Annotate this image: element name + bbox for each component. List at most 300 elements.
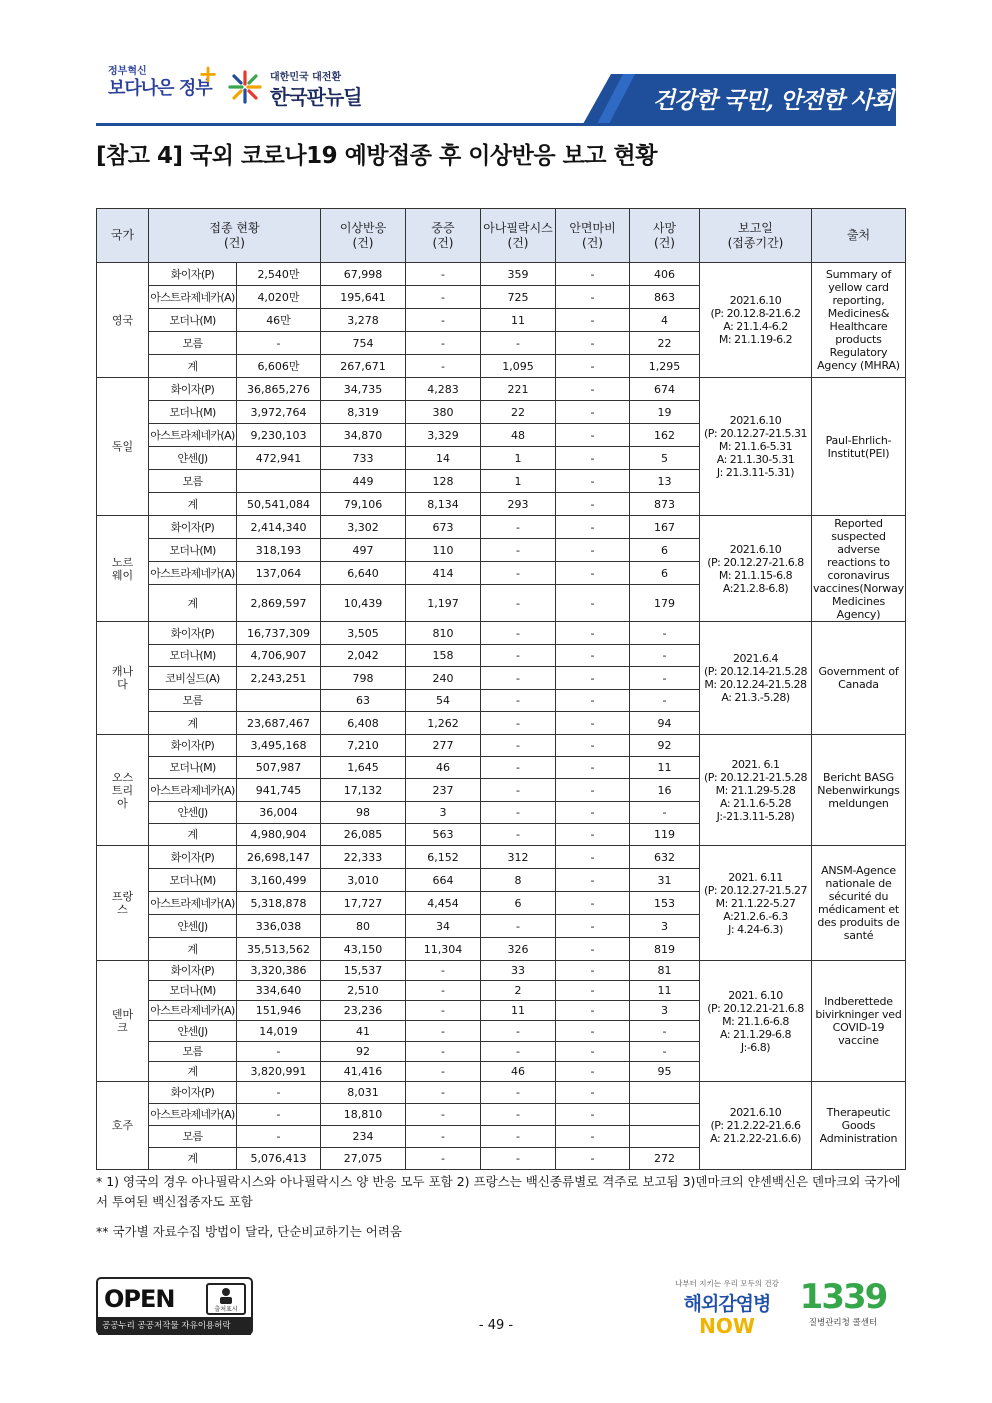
doses-cell: 507,987 [237,757,321,779]
page-header [0,0,992,135]
anaphylaxis-cell: 1 [481,470,556,493]
death-cell: 179 [630,585,700,622]
page-title: [참고 4] 국외 코로나19 예방접종 후 이상반응 보고 현황 [96,143,657,169]
death-cell: 16 [630,779,700,802]
doses-cell: 334,640 [237,981,321,1001]
adverse-cell: 26,085 [321,824,406,846]
death-cell: 1,295 [630,355,700,378]
doses-cell: - [237,1082,321,1104]
death-cell: 119 [630,824,700,846]
adverse-cell: 2,510 [321,981,406,1001]
adverse-cell: 3,505 [321,622,406,645]
adverse-cell: 3,010 [321,869,406,892]
doses-cell: 2,869,597 [237,585,321,622]
anaphylaxis-cell: 1 [481,447,556,470]
facial-cell: - [556,961,630,981]
doses-cell: 941,745 [237,779,321,802]
logo2-small-text: 대한민국 대전환 [270,72,342,83]
anaphylaxis-cell: - [481,1042,556,1062]
anaphylaxis-cell: - [481,539,556,562]
korean-new-deal-logo [228,66,378,110]
adverse-cell: 98 [321,802,406,824]
facial-cell: - [556,355,630,378]
slogan-text: 건강한 국민, 안전한 사회 [652,87,893,114]
adverse-cell: 3,278 [321,309,406,332]
anaphylaxis-cell: - [481,735,556,757]
serious-cell: 46 [406,757,481,779]
death-cell: - [630,622,700,645]
adverse-cell: 10,439 [321,585,406,622]
adverse-cell: 6,408 [321,712,406,735]
death-cell: - [630,1042,700,1062]
header-divider [96,123,896,126]
adverse-cell: 63 [321,690,406,712]
source-cell: ANSM-Agence nationale de sécurité du médicament et des produits de santé [812,846,906,961]
doses-cell: 14,019 [237,1021,321,1042]
adverse-cell: 79,106 [321,493,406,516]
anaphylaxis-cell: - [481,332,556,355]
gov-innovation-logo [108,60,219,110]
report-date-cell: 2021.6.10 (P: 20.12.27-21.5.31 M: 21.1.6-5.31 A: 21.1.30-5.31 J: 21.3.11-5.31) [700,378,812,516]
report-date-cell: 2021.6.10 (P: 20.12.27-21.6.8 M: 21.1.15-6.8 A:21.2.8-6.8) [700,516,812,622]
facial-cell: - [556,516,630,539]
call-center-number: 1339 [799,1277,887,1317]
page-number: - 49 - [478,1318,514,1333]
vaccine-cell: 모름 [149,332,237,355]
vaccine-cell: 얀센(J) [149,1021,237,1042]
death-cell: 674 [630,378,700,401]
adverse-cell: 27,075 [321,1148,406,1170]
anaphylaxis-cell: 33 [481,961,556,981]
country-cell: 프랑 스 [97,846,149,961]
anaphylaxis-cell: 2 [481,981,556,1001]
col-header-vaccination: 접종 현황 (건) [149,209,321,263]
facial-cell: - [556,286,630,309]
facial-cell: - [556,1062,630,1082]
adverse-cell: 92 [321,1042,406,1062]
serious-cell: - [406,1021,481,1042]
adverse-cell: 3,302 [321,516,406,539]
serious-cell: 54 [406,690,481,712]
adverse-cell: 754 [321,332,406,355]
anaphylaxis-cell: 326 [481,938,556,961]
report-date-cell: 2021. 6.1 (P: 20.12.21-21.5.28 M: 21.1.29-5.28 A: 21.1.6-5.28 J:-21.3.11-5.28) [700,735,812,846]
report-date-cell: 2021.6.10 (P: 21.2.22-21.6.6 A: 21.2.22-21.6.6) [700,1082,812,1170]
death-cell: 19 [630,401,700,424]
doses-cell: 50,541,084 [237,493,321,516]
adverse-cell: 17,132 [321,779,406,802]
serious-cell: 4,454 [406,892,481,915]
facial-cell: - [556,915,630,938]
vaccine-cell: 모더나(M) [149,757,237,779]
facial-cell: - [556,869,630,892]
now-logo-title: 해외감염병 [683,1293,771,1315]
facial-cell: - [556,378,630,401]
vaccine-cell: 얀센(J) [149,447,237,470]
anaphylaxis-cell: - [481,585,556,622]
footnote-2: ** 국가별 자료수집 방법이 달라, 단순비교하기는 어려움 [96,1224,402,1239]
col-header-anaphylaxis: 아나필락시스 (건) [481,209,556,263]
report-date-cell: 2021. 6.11 (P: 20.12.27-21.5.27 M: 21.1.22-5.27 A:21.2.6.-6.3 J: 4.24-6.3) [700,846,812,961]
anaphylaxis-cell: 46 [481,1062,556,1082]
facial-cell: - [556,332,630,355]
overseas-infection-now-logo [672,1278,782,1338]
vaccine-cell: 모름 [149,470,237,493]
facial-cell: - [556,1042,630,1062]
table-row [97,1082,906,1104]
attribution-icon [206,1283,246,1315]
anaphylaxis-cell: - [481,915,556,938]
anaphylaxis-cell: 725 [481,286,556,309]
anaphylaxis-cell: - [481,1148,556,1170]
anaphylaxis-cell: - [481,779,556,802]
logo1-big-text: 보다나은 정부 [108,78,212,99]
facial-cell: - [556,667,630,690]
table-row [97,263,906,286]
vaccine-cell: 화이자(P) [149,1082,237,1104]
anaphylaxis-cell: 11 [481,1001,556,1021]
doses-cell: 35,513,562 [237,938,321,961]
anaphylaxis-cell: - [481,562,556,585]
col-header-death: 사망 (건) [630,209,700,263]
vaccine-cell: 화이자(P) [149,622,237,645]
open-logo-subtext: 공공누리 공공저작물 자유이용허락 [98,1317,251,1335]
doses-cell: 3,972,764 [237,401,321,424]
vaccine-cell: 계 [149,824,237,846]
doses-cell: 36,865,276 [237,378,321,401]
adverse-cell: 15,537 [321,961,406,981]
now-logo-tagline: 나부터 지키는 우리 모두의 건강 [675,1279,779,1288]
adverse-reaction-table [96,208,906,1170]
adverse-cell: 195,641 [321,286,406,309]
slogan-banner [583,74,896,124]
vaccine-cell: 모름 [149,1042,237,1062]
adverse-cell: 18,810 [321,1104,406,1126]
table-row [97,735,906,757]
footnote-1: * 1) 영국의 경우 아나필락시스와 아나필락시스 양 반응 모두 포함 2) 프랑스는 백신종류별로 격주로 보고됨 3)덴마크의 얀센백신은 덴마크외 국가에서 투여된 백신접종자도 포함 [96,1174,901,1209]
serious-cell: 128 [406,470,481,493]
doses-cell: 4,706,907 [237,645,321,667]
serious-cell: - [406,1062,481,1082]
serious-cell: 673 [406,516,481,539]
vaccine-cell: 계 [149,493,237,516]
vaccine-cell: 계 [149,1148,237,1170]
adverse-cell: 1,645 [321,757,406,779]
anaphylaxis-cell: - [481,1021,556,1042]
serious-cell: 380 [406,401,481,424]
vaccine-cell: 화이자(P) [149,378,237,401]
vaccine-cell: 아스트라제네카(A) [149,562,237,585]
doses-cell: 4,980,904 [237,824,321,846]
doses-cell: 16,737,309 [237,622,321,645]
facial-cell: - [556,1021,630,1042]
serious-cell: - [406,1082,481,1104]
death-cell: 81 [630,961,700,981]
adverse-cell: 67,998 [321,263,406,286]
adverse-cell: 6,640 [321,562,406,585]
adverse-cell: 234 [321,1126,406,1148]
table-row [97,378,906,401]
facial-cell: - [556,757,630,779]
now-logo-word: NOW [699,1314,755,1338]
facial-cell: - [556,493,630,516]
death-cell: 13 [630,470,700,493]
vaccine-cell: 화이자(P) [149,961,237,981]
logo1-small-text: 정부혁신 [108,66,147,77]
source-cell: Summary of yellow card reporting, Medicines& Healthcare products Regulatory Agency (MHRA) [812,263,906,378]
serious-cell: 3 [406,802,481,824]
doses-cell: 151,946 [237,1001,321,1021]
death-cell: 94 [630,712,700,735]
vaccine-cell: 모더나(M) [149,869,237,892]
call-center-1339-logo [788,1278,898,1338]
doses-cell: 6,606만 [237,355,321,378]
adverse-cell: 23,236 [321,1001,406,1021]
logo2-big-text: 한국판뉴딜 [270,85,362,109]
col-header-report-date: 보고일 (접종기간) [700,209,812,263]
doses-cell: - [237,1126,321,1148]
source-cell: Reported suspected adverse reactions to coronavirus vaccines(Norway Medicines Agency) [813,516,904,621]
vaccine-cell: 아스트라제네카(A) [149,424,237,447]
anaphylaxis-cell: 6 [481,892,556,915]
facial-cell: - [556,938,630,961]
serious-cell: 34 [406,915,481,938]
doses-cell: 336,038 [237,915,321,938]
death-cell: 3 [630,915,700,938]
doses-cell: 3,320,386 [237,961,321,981]
table-row [97,622,906,645]
adverse-cell: 34,870 [321,424,406,447]
death-cell: 92 [630,735,700,757]
serious-cell: 664 [406,869,481,892]
serious-cell: - [406,332,481,355]
death-cell: 863 [630,286,700,309]
facial-cell: - [556,585,630,622]
doses-cell: 472,941 [237,447,321,470]
country-cell: 덴마 크 [97,961,149,1082]
death-cell: 3 [630,1001,700,1021]
col-header-country: 국가 [97,209,149,263]
country-cell: 영국 [97,263,149,378]
serious-cell: 237 [406,779,481,802]
serious-cell: 6,152 [406,846,481,869]
facial-cell: - [556,1148,630,1170]
serious-cell: 240 [406,667,481,690]
serious-cell: 563 [406,824,481,846]
doses-cell: 3,160,499 [237,869,321,892]
adverse-cell: 43,150 [321,938,406,961]
doses-cell: 23,687,467 [237,712,321,735]
adverse-cell: 733 [321,447,406,470]
serious-cell: 4,283 [406,378,481,401]
vaccine-cell: 아스트라제네카(A) [149,1001,237,1021]
facial-cell: - [556,401,630,424]
facial-cell: - [556,309,630,332]
doses-cell: 3,495,168 [237,735,321,757]
serious-cell: - [406,1104,481,1126]
facial-cell: - [556,424,630,447]
serious-cell: 11,304 [406,938,481,961]
facial-cell: - [556,562,630,585]
facial-cell: - [556,824,630,846]
doses-cell: 26,698,147 [237,846,321,869]
facial-cell: - [556,447,630,470]
anaphylaxis-cell: 359 [481,263,556,286]
anaphylaxis-cell: - [481,802,556,824]
serious-cell: 277 [406,735,481,757]
death-cell: 819 [630,938,700,961]
serious-cell: 8,134 [406,493,481,516]
col-header-serious: 중증 (건) [406,209,481,263]
death-cell: - [630,690,700,712]
report-date-cell: 2021.6.10 (P: 20.12.8-21.6.2 A: 21.1.4-6.2 M: 21.1.19-6.2 [700,263,812,378]
source-cell: Government of Canada [812,622,906,735]
facial-cell: - [556,1104,630,1126]
death-cell: - [630,645,700,667]
adverse-cell: 8,031 [321,1082,406,1104]
doses-cell: 5,076,413 [237,1148,321,1170]
anaphylaxis-cell: 48 [481,424,556,447]
facial-cell: - [556,802,630,824]
death-cell: 6 [630,562,700,585]
facial-cell: - [556,470,630,493]
death-cell: 11 [630,757,700,779]
anaphylaxis-cell: 8 [481,869,556,892]
facial-cell: - [556,263,630,286]
death-cell: 153 [630,892,700,915]
vaccine-cell: 아스트라제네카(A) [149,892,237,915]
new-deal-star-icon [228,70,262,104]
vaccine-cell: 모더나(M) [149,401,237,424]
facial-cell: - [556,1001,630,1021]
adverse-cell: 267,671 [321,355,406,378]
open-box-label: 출처표시 [214,1306,238,1313]
vaccine-cell: 계 [149,355,237,378]
doses-cell: 3,820,991 [237,1062,321,1082]
death-cell: 162 [630,424,700,447]
adverse-cell: 80 [321,915,406,938]
anaphylaxis-cell: - [481,690,556,712]
death-cell: 873 [630,493,700,516]
report-date-cell: 2021.6.4 (P: 20.12.14-21.5.28 M: 20.12.24-21.5.28 A: 21.3.-5.28) [700,622,812,735]
source-cell: Indberettede bivirkninger ved COVID-19 vaccine [812,961,906,1082]
doses-cell: 2,540만 [237,263,321,286]
table-header-row [97,209,906,263]
serious-cell: 158 [406,645,481,667]
adverse-cell: 22,333 [321,846,406,869]
death-cell: 406 [630,263,700,286]
anaphylaxis-cell: 22 [481,401,556,424]
doses-cell: 46만 [237,309,321,332]
serious-cell: - [406,961,481,981]
adverse-cell: 41,416 [321,1062,406,1082]
vaccine-cell: 아스트라제네카(A) [149,286,237,309]
death-cell: 167 [630,516,700,539]
death-cell: 31 [630,869,700,892]
anaphylaxis-cell: 293 [481,493,556,516]
facial-cell: - [556,1126,630,1148]
vaccine-cell: 모더나(M) [149,309,237,332]
call-center-label: 질병관리청 콜센터 [808,1318,878,1328]
vaccine-cell: 계 [149,938,237,961]
anaphylaxis-cell: - [481,757,556,779]
facial-cell: - [556,892,630,915]
serious-cell: - [406,1042,481,1062]
anaphylaxis-cell: - [481,1082,556,1104]
vaccine-cell: 계 [149,1062,237,1082]
adverse-cell: 8,319 [321,401,406,424]
col-header-source: 출처 [812,209,906,263]
vaccine-cell: 코비실드(A) [149,667,237,690]
serious-cell: - [406,286,481,309]
anaphylaxis-cell: - [481,1104,556,1126]
death-cell: 11 [630,981,700,1001]
serious-cell: - [406,355,481,378]
serious-cell: 1,197 [406,585,481,622]
table-row [97,516,906,539]
footnotes [96,1172,906,1252]
death-cell: 4 [630,309,700,332]
anaphylaxis-cell: 11 [481,309,556,332]
death-cell: 272 [630,1148,700,1170]
death-cell: 22 [630,332,700,355]
adverse-cell: 2,042 [321,645,406,667]
death-cell: - [630,802,700,824]
death-cell: 632 [630,846,700,869]
country-cell: 노르 웨이 [97,516,149,622]
doses-cell: 318,193 [237,539,321,562]
doses-cell [237,690,321,712]
anaphylaxis-cell: - [481,622,556,645]
facial-cell: - [556,539,630,562]
report-date-cell: 2021. 6.10 (P: 20.12.21-21.6.8 M: 21.1.6-6.8 A: 21.1.29-6.8 J:-6.8) [700,961,812,1082]
anaphylaxis-cell: - [481,1126,556,1148]
vaccine-cell: 모더나(M) [149,645,237,667]
facial-cell: - [556,645,630,667]
vaccine-cell: 모더나(M) [149,539,237,562]
vaccine-cell: 계 [149,712,237,735]
vaccine-cell: 얀센(J) [149,915,237,938]
doses-cell: 137,064 [237,562,321,585]
anaphylaxis-cell: - [481,516,556,539]
anaphylaxis-cell: 221 [481,378,556,401]
doses-cell: 2,414,340 [237,516,321,539]
country-cell: 오스 트리 아 [97,735,149,846]
anaphylaxis-cell: - [481,645,556,667]
serious-cell: - [406,263,481,286]
vaccine-cell: 모더나(M) [149,981,237,1001]
vaccine-cell: 모름 [149,690,237,712]
adverse-cell: 17,727 [321,892,406,915]
vaccine-cell: 아스트라제네카(A) [149,779,237,802]
vaccine-cell: 모름 [149,1126,237,1148]
doses-cell [237,470,321,493]
doses-cell: - [237,332,321,355]
doses-cell: 36,004 [237,802,321,824]
doses-cell: 4,020만 [237,286,321,309]
col-header-facial-palsy: 안면마비 (건) [556,209,630,263]
facial-cell: - [556,690,630,712]
death-cell: - [630,1021,700,1042]
vaccine-cell: 화이자(P) [149,846,237,869]
death-cell: 6 [630,539,700,562]
serious-cell: 14 [406,447,481,470]
adverse-cell: 449 [321,470,406,493]
serious-cell: 110 [406,539,481,562]
vaccine-cell: 화이자(P) [149,516,237,539]
country-cell: 호주 [97,1082,149,1170]
doses-cell: - [237,1042,321,1062]
